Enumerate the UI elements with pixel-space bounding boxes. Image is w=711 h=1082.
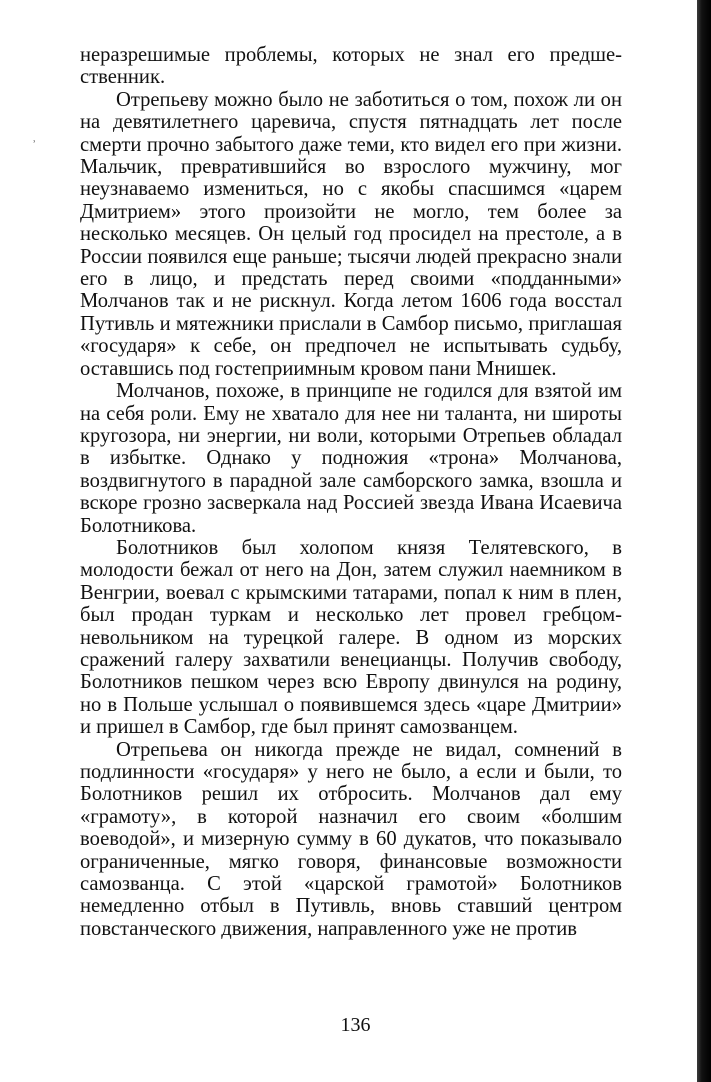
page-number: 136	[340, 1014, 371, 1036]
paragraph-4: Болотников был холопом князя Телятевского, в молодости бежал от него на Дон, затем служил наемником в Венгрии, воевал с крымскими татарами, попал к ним в плен, был продан туркам и несколько лет провел гребцом-невольником на турецкой галере. В одном из морских сражений галеру захватили венецианцы. Получив свободу, Болотников пешком через всю Европу двинулся на родину, но в Польше услышал о появившемся здесь «царе Дмитрии» и пришел в Самбор, где был принят самозванцем.	[80, 536, 622, 739]
body-text	[80, 44, 622, 940]
paragraph-5: Отрепьева он никогда прежде не видал, сомнений в подлинности «государя» у него не было, а если и были, то Болотников решил их отбросить. Молчанов дал ему «грамоту», в которой назначил его своим «болшим воеводой», и мизерную сумму в 60 дукатов, что показывало ограниченные, мягко говоря, финансовые возможности самозванца. С этой «царской грамотой» Болотников немедленно отбыл в Путивль, вновь ставший центром повстанческого движения, направленного уже не против	[80, 738, 622, 940]
scan-speck-mark: ˒	[33, 137, 37, 148]
paragraph-2: Отрепьеву можно было не заботиться о том, похож ли он на девятилетнего царевича, спустя пятнадцать лет после смерти прочно забытого даже теми, кто видел его при жизни. Мальчик, превратившийся во взрослого мужчину, мог неузнаваемо измениться, но с якобы спасшимся «царем Дмитрием» этого произойти не могло, тем более за несколько месяцев. Он целый год просидел на престоле, а в России появился еще раньше; тысячи людей прекрасно знали его в лицо, и предстать перед своими «подданными» Молчанов так и не рискнул. Когда летом 1606 года восстал Путивль и мятежники прислали в Самбор письмо, приглашая «государя» к себе, он предпочел не испытывать судьбу, оставшись под гостеприимным кровом пани Мнишек.	[80, 88, 622, 380]
paragraph-1: неразрешимые проблемы, которых не знал его предшественник.	[80, 44, 622, 89]
paragraph-3: Молчанов, похоже, в принципе не годился для взятой им на себя роли. Ему не хватало для нее ни таланта, ни широты кругозора, ни энергии, ни воли, которыми Отрепьев обладал в избытке. Однако у подножия «трона» Молчанова, воздвигнутого в парадной зале самборского замка, взошла и вскоре грозно засверкала над Россией звезда Ивана Исаевича Болотникова.	[80, 380, 622, 537]
binding-shadow-edge	[697, 0, 711, 1082]
